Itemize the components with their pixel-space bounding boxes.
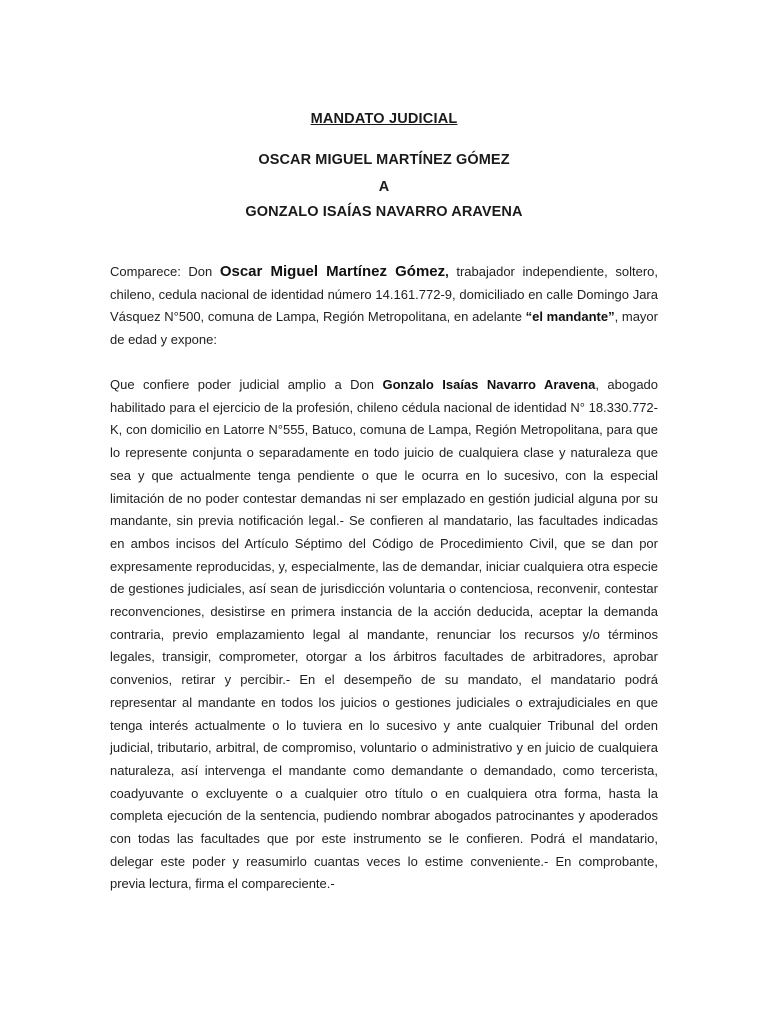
power-lead: Que confiere poder judicial amplio a Don	[110, 377, 383, 392]
grantor-name-comma: ,	[445, 264, 449, 279]
document-title: MANDATO JUDICIAL	[310, 111, 458, 127]
appearance-body: trabajador independiente, soltero, chileno, cedula nacional de identidad número 14.161.772-9, domiciliado en calle Domingo Jara Vásquez N°500, comuna de Lampa, Región Metropolitana, en adelante	[110, 264, 658, 325]
party-separator: A	[378, 179, 390, 195]
grantor-name: Oscar Miguel Martínez Gómez	[219, 263, 446, 280]
power-paragraph	[110, 374, 658, 896]
appearance-lead: Comparece: Don	[110, 264, 220, 279]
party-grantee: GONZALO ISAÍAS NAVARRO ARAVENA	[245, 204, 523, 220]
power-body: , abogado habilitado para el ejercicio de la profesión, chileno cédula nacional de identidad N° 18.330.772-K, con domicilio en Latorre N°555, Batuco, comuna de Lampa, Región Metropolitana, para que lo represente conjunta o separadamente en todo juicio de cualquiera clase y naturaleza que sea y que actualmente tenga pendiente o que le ocurra en lo sucesivo, con la especial limitación de no poder contestar demandas ni ser emplazado en gestión judicial alguna por su mandante, sin previa notificación legal.- Se confieren al mandatario, las facultades indicadas en ambos incisos del Artículo Séptimo del Código de Procedimiento Civil, que se dan por expresamente reproducidas, y, especialmente, las de demandar, iniciar cualquiera otra especie de gestiones judiciales, así sean de jurisdicción voluntaria o contenciosa, reconvenir, contestar reconvenciones, desistirse en primera instancia de la acción deducida, aceptar la demanda contraria, previo emplazamiento legal al mandante, renunciar los recursos y/o términos legales, transigir, comprometer, otorgar a los árbitros facultades de arbitradores, aprobar convenios, retirar y percibir.- En el desempeño de su mandato, el mandatario podrá representar al mandante en todos los juicios o gestiones judiciales o extrajudiciales en que tenga interés actualmente o lo tuviera en lo sucesivo y ante cualquier Tribunal del orden judicial, tributario, arbitral, de compromiso, voluntario o administrativo y en juicio de cualquiera naturaleza, así intervenga el mandante como demandante o demandado, como tercerista, coadyuvante o excluyente o a cualquier otro título o en cualquiera otra forma, hasta la completa ejecución de la sentencia, pudiendo nombrar abogados patrocinantes y apoderados con todas las facultades que por este instrumento se le confieren. Podrá el mandatario, delegar este poder y reasumirlo cuantas veces lo estime conveniente.- En comprobante, previa lectura, firma el compareciente.-	[110, 377, 659, 892]
grantor-role: “el mandante”	[525, 309, 615, 325]
appearance-tail: , mayor de edad y expone:	[110, 309, 658, 348]
grantee-name: Gonzalo Isaías Navarro Aravena	[382, 377, 596, 392]
party-grantor: OSCAR MIGUEL MARTÍNEZ GÓMEZ	[258, 152, 510, 168]
appearance-paragraph	[110, 261, 658, 352]
